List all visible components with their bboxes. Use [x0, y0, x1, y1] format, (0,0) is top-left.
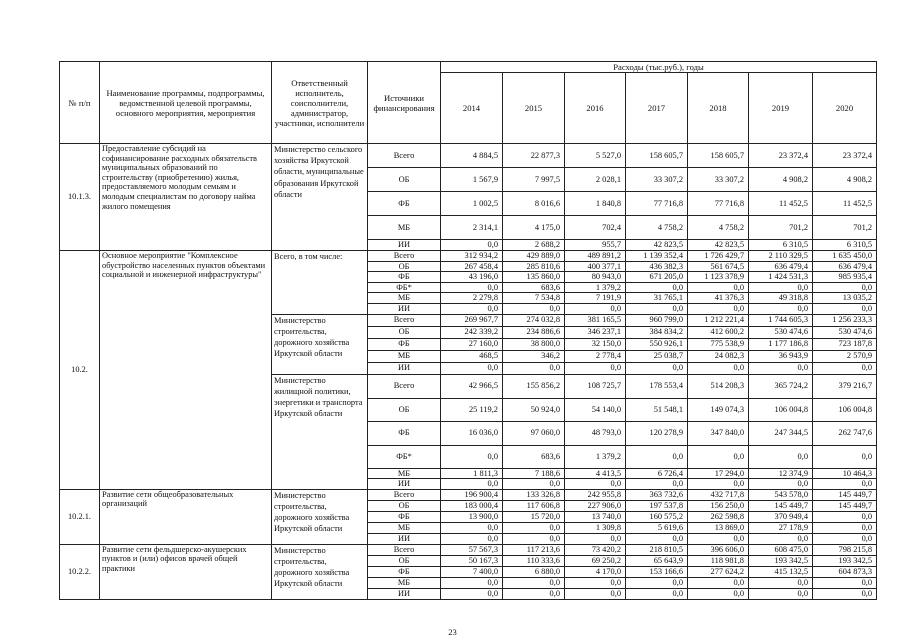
header-year: 2018	[688, 73, 749, 144]
funding-source: ОБ	[368, 500, 441, 511]
funding-source: МБ	[368, 522, 441, 533]
funding-source: МБ	[368, 350, 441, 362]
item-number: 10.1.3.	[60, 144, 100, 251]
amount-cell: 0,0	[503, 577, 565, 588]
amount-cell: 0,0	[749, 533, 813, 544]
header-year: 2015	[503, 73, 565, 144]
amount-cell: 23 372,4	[749, 144, 813, 168]
amount-cell: 277 624,2	[688, 566, 749, 577]
amount-cell: 1 811,3	[441, 468, 503, 479]
funding-source: ФБ*	[368, 282, 441, 293]
header-year: 2019	[749, 73, 813, 144]
amount-cell: 106 004,8	[749, 398, 813, 421]
amount-cell: 2 110 329,5	[749, 251, 813, 262]
amount-cell: 183 000,4	[441, 500, 503, 511]
amount-cell: 2 688,2	[503, 240, 565, 251]
amount-cell: 530 474,6	[813, 326, 877, 338]
amount-cell: 218 810,5	[626, 544, 688, 555]
amount-cell: 156 250,0	[688, 500, 749, 511]
funding-source: ФБ*	[368, 445, 441, 468]
amount-cell: 193 342,5	[749, 555, 813, 566]
funding-source: Всего	[368, 251, 441, 262]
executor-name	[272, 489, 368, 544]
funding-source: МБ	[368, 577, 441, 588]
amount-cell: 4 758,2	[688, 216, 749, 240]
funding-source: Всего	[368, 314, 441, 326]
amount-cell: 117 213,6	[503, 544, 565, 555]
amount-cell: 153 166,6	[626, 566, 688, 577]
amount-cell: 1 139 352,4	[626, 251, 688, 262]
amount-cell: 702,4	[565, 216, 626, 240]
amount-cell: 1 379,2	[565, 445, 626, 468]
amount-cell: 0,0	[441, 588, 503, 599]
amount-cell: 1 309,8	[565, 522, 626, 533]
amount-cell: 6 880,0	[503, 566, 565, 577]
program-name: Основное мероприятие "Комплексное обустройство населенных пунктов объектами социальной и инженерной инфраструктуры"	[100, 251, 272, 490]
amount-cell: 0,0	[749, 445, 813, 468]
amount-cell: 262 598,8	[688, 511, 749, 522]
funding-source: ОБ	[368, 168, 441, 192]
funding-source: ФБ	[368, 272, 441, 283]
amount-cell: 178 553,4	[626, 374, 688, 398]
amount-cell: 0,0	[813, 588, 877, 599]
header-executor: Ответственный исполнитель, соисполнители, администратор, участники, исполнители	[272, 62, 368, 144]
amount-cell: 4 758,2	[626, 216, 688, 240]
program-name: Развитие сети общеобразовательных организаций	[100, 489, 272, 544]
funding-source: ОБ	[368, 326, 441, 338]
amount-cell: 0,0	[626, 445, 688, 468]
funding-source: ОБ	[368, 398, 441, 421]
amount-cell: 0,0	[749, 303, 813, 314]
amount-cell: 0,0	[688, 533, 749, 544]
amount-cell: 7 997,5	[503, 168, 565, 192]
amount-cell: 0,0	[441, 479, 503, 490]
amount-cell: 49 318,8	[749, 293, 813, 304]
amount-cell: 38 800,0	[503, 338, 565, 350]
amount-cell: 50 167,3	[441, 555, 503, 566]
header-year: 2014	[441, 73, 503, 144]
amount-cell: 16 036,0	[441, 421, 503, 445]
funding-source: Всего	[368, 544, 441, 555]
amount-cell: 379 216,7	[813, 374, 877, 398]
amount-cell: 27 160,0	[441, 338, 503, 350]
amount-cell: 671 205,0	[626, 272, 688, 283]
funding-source: МБ	[368, 468, 441, 479]
amount-cell: 4 884,5	[441, 144, 503, 168]
amount-cell: 145 449,7	[813, 489, 877, 500]
amount-cell: 985 935,4	[813, 272, 877, 283]
amount-cell: 36 943,9	[749, 350, 813, 362]
amount-cell: 133 326,8	[503, 489, 565, 500]
amount-cell: 0,0	[749, 362, 813, 374]
amount-cell: 97 060,0	[503, 421, 565, 445]
amount-cell: 0,0	[441, 577, 503, 588]
amount-cell: 550 926,1	[626, 338, 688, 350]
executor-name	[272, 251, 368, 315]
amount-cell: 42 823,5	[626, 240, 688, 251]
amount-cell: 514 208,3	[688, 374, 749, 398]
amount-cell: 197 537,8	[626, 500, 688, 511]
executor-text: Министерство жилищной политики, энергетики и транспорта Иркутской области	[274, 375, 363, 419]
amount-cell: 0,0	[565, 588, 626, 599]
amount-cell: 701,2	[749, 216, 813, 240]
amount-cell: 77 716,8	[688, 192, 749, 216]
amount-cell: 0,0	[565, 479, 626, 490]
amount-cell: 432 717,8	[688, 489, 749, 500]
amount-cell: 0,0	[749, 282, 813, 293]
program-name: Развитие сети фельдшерско-акушерских пунктов и (или) офисов врачей общей практики	[100, 544, 272, 599]
amount-cell: 0,0	[626, 303, 688, 314]
funding-source: ФБ	[368, 421, 441, 445]
amount-cell: 370 949,4	[749, 511, 813, 522]
executor-name	[272, 314, 368, 374]
amount-cell: 0,0	[749, 479, 813, 490]
amount-cell: 25 038,7	[626, 350, 688, 362]
amount-cell: 7 400,0	[441, 566, 503, 577]
amount-cell: 1 256 233,3	[813, 314, 877, 326]
amount-cell: 5 527,0	[565, 144, 626, 168]
amount-cell: 2 778,4	[565, 350, 626, 362]
amount-cell: 0,0	[813, 577, 877, 588]
budget-table	[59, 61, 877, 600]
amount-cell: 13 035,2	[813, 293, 877, 304]
table-row	[60, 544, 877, 555]
amount-cell: 1 177 186,8	[749, 338, 813, 350]
funding-source: Всего	[368, 374, 441, 398]
amount-cell: 43 196,0	[441, 272, 503, 283]
table-row	[60, 144, 877, 168]
amount-cell: 701,2	[813, 216, 877, 240]
amount-cell: 0,0	[441, 282, 503, 293]
amount-cell: 489 891,2	[565, 251, 626, 262]
amount-cell: 412 600,2	[688, 326, 749, 338]
amount-cell: 8 016,6	[503, 192, 565, 216]
amount-cell: 798 215,8	[813, 544, 877, 555]
amount-cell: 155 856,2	[503, 374, 565, 398]
amount-cell: 51 548,1	[626, 398, 688, 421]
amount-cell: 1 212 221,4	[688, 314, 749, 326]
executor-text: Министерство строительства, дорожного хозяйства Иркутской области	[274, 545, 350, 589]
executor-text: Министерство сельского хозяйства Иркутской области, муниципальные образования Иркутской области	[274, 145, 364, 199]
amount-cell: 4 908,2	[813, 168, 877, 192]
amount-cell: 608 475,0	[749, 544, 813, 555]
header-expenses: Расходы (тыс.руб.), годы	[441, 62, 877, 73]
amount-cell: 365 724,2	[749, 374, 813, 398]
amount-cell: 24 082,3	[688, 350, 749, 362]
amount-cell: 17 294,0	[688, 468, 749, 479]
header-year: 2017	[626, 73, 688, 144]
amount-cell: 77 716,8	[626, 192, 688, 216]
amount-cell: 145 449,7	[813, 500, 877, 511]
amount-cell: 1 567,9	[441, 168, 503, 192]
funding-source: ФБ	[368, 566, 441, 577]
amount-cell: 0,0	[749, 577, 813, 588]
amount-cell: 468,5	[441, 350, 503, 362]
amount-cell: 196 900,4	[441, 489, 503, 500]
amount-cell: 22 877,3	[503, 144, 565, 168]
amount-cell: 0,0	[626, 362, 688, 374]
amount-cell: 13 900,0	[441, 511, 503, 522]
amount-cell: 2 279,8	[441, 293, 503, 304]
amount-cell: 0,0	[626, 588, 688, 599]
amount-cell: 42 823,5	[688, 240, 749, 251]
amount-cell: 381 165,5	[565, 314, 626, 326]
amount-cell: 312 934,2	[441, 251, 503, 262]
amount-cell: 32 150,0	[565, 338, 626, 350]
amount-cell: 15 720,0	[503, 511, 565, 522]
amount-cell: 33 307,2	[626, 168, 688, 192]
funding-source: ОБ	[368, 261, 441, 272]
amount-cell: 31 765,1	[626, 293, 688, 304]
amount-cell: 149 074,3	[688, 398, 749, 421]
amount-cell: 2 028,1	[565, 168, 626, 192]
amount-cell: 1 424 531,3	[749, 272, 813, 283]
funding-source: ИИ	[368, 588, 441, 599]
amount-cell: 0,0	[813, 303, 877, 314]
amount-cell: 0,0	[688, 588, 749, 599]
amount-cell: 429 889,0	[503, 251, 565, 262]
amount-cell: 0,0	[626, 282, 688, 293]
amount-cell: 1 635 450,0	[813, 251, 877, 262]
amount-cell: 346 237,1	[565, 326, 626, 338]
amount-cell: 0,0	[813, 511, 877, 522]
amount-cell: 0,0	[626, 533, 688, 544]
amount-cell: 1 002,5	[441, 192, 503, 216]
amount-cell: 6 310,5	[813, 240, 877, 251]
funding-source: ФБ	[368, 511, 441, 522]
program-name: Предоставление субсидий на софинансирование расходных обязательств муниципальных образований по строительству (приобретению) жилья, предоставляемого молодым семьям и молодым специалистам по договору найма жилого помещения	[100, 144, 272, 251]
amount-cell: 0,0	[565, 303, 626, 314]
amount-cell: 69 250,2	[565, 555, 626, 566]
funding-source: ИИ	[368, 303, 441, 314]
amount-cell: 135 860,0	[503, 272, 565, 283]
amount-cell: 110 333,6	[503, 555, 565, 566]
amount-cell: 158 605,7	[626, 144, 688, 168]
amount-cell: 160 575,2	[626, 511, 688, 522]
amount-cell: 0,0	[503, 362, 565, 374]
amount-cell: 0,0	[813, 522, 877, 533]
funding-source: ИИ	[368, 533, 441, 544]
amount-cell: 27 178,9	[749, 522, 813, 533]
amount-cell: 11 452,5	[749, 192, 813, 216]
item-number: 10.2.2.	[60, 544, 100, 599]
amount-cell: 396 606,0	[688, 544, 749, 555]
amount-cell: 145 449,7	[749, 500, 813, 511]
table-row	[60, 489, 877, 500]
amount-cell: 0,0	[626, 479, 688, 490]
amount-cell: 561 674,5	[688, 261, 749, 272]
amount-cell: 5 619,6	[626, 522, 688, 533]
amount-cell: 11 452,5	[813, 192, 877, 216]
amount-cell: 247 344,5	[749, 421, 813, 445]
amount-cell: 347 840,0	[688, 421, 749, 445]
amount-cell: 1 726 429,7	[688, 251, 749, 262]
amount-cell: 12 374,9	[749, 468, 813, 479]
amount-cell: 723 187,8	[813, 338, 877, 350]
amount-cell: 0,0	[441, 303, 503, 314]
amount-cell: 1 379,2	[565, 282, 626, 293]
header-source: Источники финансирования	[368, 62, 441, 144]
amount-cell: 1 123 378,9	[688, 272, 749, 283]
amount-cell: 7 534,8	[503, 293, 565, 304]
amount-cell: 1 744 605,3	[749, 314, 813, 326]
amount-cell: 543 578,0	[749, 489, 813, 500]
executor-name	[272, 544, 368, 599]
amount-cell: 7 191,9	[565, 293, 626, 304]
amount-cell: 193 342,5	[813, 555, 877, 566]
amount-cell: 42 966,5	[441, 374, 503, 398]
amount-cell: 0,0	[503, 479, 565, 490]
amount-cell: 0,0	[688, 577, 749, 588]
funding-source: ОБ	[368, 555, 441, 566]
amount-cell: 50 924,0	[503, 398, 565, 421]
amount-cell: 683,6	[503, 445, 565, 468]
amount-cell: 41 376,3	[688, 293, 749, 304]
amount-cell: 0,0	[503, 588, 565, 599]
amount-cell: 57 567,3	[441, 544, 503, 555]
amount-cell: 775 538,9	[688, 338, 749, 350]
header-year: 2016	[565, 73, 626, 144]
amount-cell: 530 474,6	[749, 326, 813, 338]
budget-table-sheet	[59, 61, 876, 600]
table-body	[60, 144, 877, 600]
amount-cell: 0,0	[441, 522, 503, 533]
amount-cell: 0,0	[749, 588, 813, 599]
amount-cell: 0,0	[503, 533, 565, 544]
amount-cell: 25 119,2	[441, 398, 503, 421]
executor-text: Министерство строительства, дорожного хозяйства Иркутской области	[274, 315, 350, 359]
executor-text: Министерство строительства, дорожного хозяйства Иркутской области	[274, 490, 350, 534]
amount-cell: 4 413,5	[565, 468, 626, 479]
funding-source: Всего	[368, 489, 441, 500]
amount-cell: 269 967,7	[441, 314, 503, 326]
amount-cell: 4 170,0	[565, 566, 626, 577]
amount-cell: 227 906,0	[565, 500, 626, 511]
amount-cell: 960 799,0	[626, 314, 688, 326]
funding-source: ИИ	[368, 362, 441, 374]
amount-cell: 80 943,0	[565, 272, 626, 283]
executor-name	[272, 374, 368, 489]
header-name: Наименование программы, подпрограммы, ведомственной целевой программы, основного мероприятия, мероприятия	[100, 62, 272, 144]
amount-cell: 436 382,3	[626, 261, 688, 272]
amount-cell: 0,0	[813, 445, 877, 468]
amount-cell: 267 458,4	[441, 261, 503, 272]
amount-cell: 0,0	[565, 362, 626, 374]
amount-cell: 1 840,8	[565, 192, 626, 216]
amount-cell: 242 339,2	[441, 326, 503, 338]
amount-cell: 0,0	[441, 362, 503, 374]
amount-cell: 33 307,2	[688, 168, 749, 192]
executor-name	[272, 144, 368, 251]
amount-cell: 0,0	[565, 577, 626, 588]
funding-source: ИИ	[368, 240, 441, 251]
amount-cell: 242 955,8	[565, 489, 626, 500]
table-row	[60, 251, 877, 262]
amount-cell: 0,0	[688, 282, 749, 293]
amount-cell: 0,0	[626, 577, 688, 588]
amount-cell: 7 188,6	[503, 468, 565, 479]
amount-cell: 604 873,3	[813, 566, 877, 577]
header-year: 2020	[813, 73, 877, 144]
amount-cell: 65 643,9	[626, 555, 688, 566]
funding-source: ФБ	[368, 338, 441, 350]
amount-cell: 0,0	[688, 479, 749, 490]
amount-cell: 0,0	[813, 282, 877, 293]
amount-cell: 636 479,4	[813, 261, 877, 272]
funding-source: ИИ	[368, 479, 441, 490]
amount-cell: 10 464,3	[813, 468, 877, 479]
amount-cell: 6 726,4	[626, 468, 688, 479]
amount-cell: 23 372,4	[813, 144, 877, 168]
amount-cell: 13 869,0	[688, 522, 749, 533]
amount-cell: 0,0	[688, 362, 749, 374]
amount-cell: 106 004,8	[813, 398, 877, 421]
amount-cell: 48 793,0	[565, 421, 626, 445]
amount-cell: 955,7	[565, 240, 626, 251]
amount-cell: 274 032,8	[503, 314, 565, 326]
amount-cell: 234 886,6	[503, 326, 565, 338]
page-number: 23	[448, 627, 457, 637]
amount-cell: 415 132,5	[749, 566, 813, 577]
amount-cell: 346,2	[503, 350, 565, 362]
amount-cell: 0,0	[688, 445, 749, 468]
amount-cell: 54 140,0	[565, 398, 626, 421]
amount-cell: 2 570,9	[813, 350, 877, 362]
amount-cell: 0,0	[813, 362, 877, 374]
amount-cell: 158 605,7	[688, 144, 749, 168]
amount-cell: 73 420,2	[565, 544, 626, 555]
amount-cell: 2 314,1	[441, 216, 503, 240]
amount-cell: 0,0	[503, 522, 565, 533]
amount-cell: 6 310,5	[749, 240, 813, 251]
amount-cell: 0,0	[813, 479, 877, 490]
amount-cell: 262 747,6	[813, 421, 877, 445]
amount-cell: 400 377,1	[565, 261, 626, 272]
amount-cell: 636 479,4	[749, 261, 813, 272]
amount-cell: 120 278,9	[626, 421, 688, 445]
amount-cell: 0,0	[441, 533, 503, 544]
amount-cell: 363 732,6	[626, 489, 688, 500]
amount-cell: 117 606,8	[503, 500, 565, 511]
amount-cell: 0,0	[813, 533, 877, 544]
amount-cell: 0,0	[688, 303, 749, 314]
amount-cell: 285 810,6	[503, 261, 565, 272]
amount-cell: 384 834,2	[626, 326, 688, 338]
amount-cell: 4 908,2	[749, 168, 813, 192]
item-number: 10.2.	[60, 251, 100, 490]
executor-text: Всего, в том числе:	[274, 252, 343, 261]
funding-source: Всего	[368, 144, 441, 168]
funding-source: ФБ	[368, 192, 441, 216]
amount-cell: 118 981,8	[688, 555, 749, 566]
funding-source: МБ	[368, 293, 441, 304]
amount-cell: 13 740,0	[565, 511, 626, 522]
amount-cell: 0,0	[565, 533, 626, 544]
item-number: 10.2.1.	[60, 489, 100, 544]
amount-cell: 4 175,0	[503, 216, 565, 240]
funding-source: МБ	[368, 216, 441, 240]
amount-cell: 0,0	[441, 240, 503, 251]
amount-cell: 0,0	[503, 303, 565, 314]
amount-cell: 0,0	[441, 445, 503, 468]
header-num: № п/п	[60, 62, 100, 144]
amount-cell: 108 725,7	[565, 374, 626, 398]
amount-cell: 683,6	[503, 282, 565, 293]
